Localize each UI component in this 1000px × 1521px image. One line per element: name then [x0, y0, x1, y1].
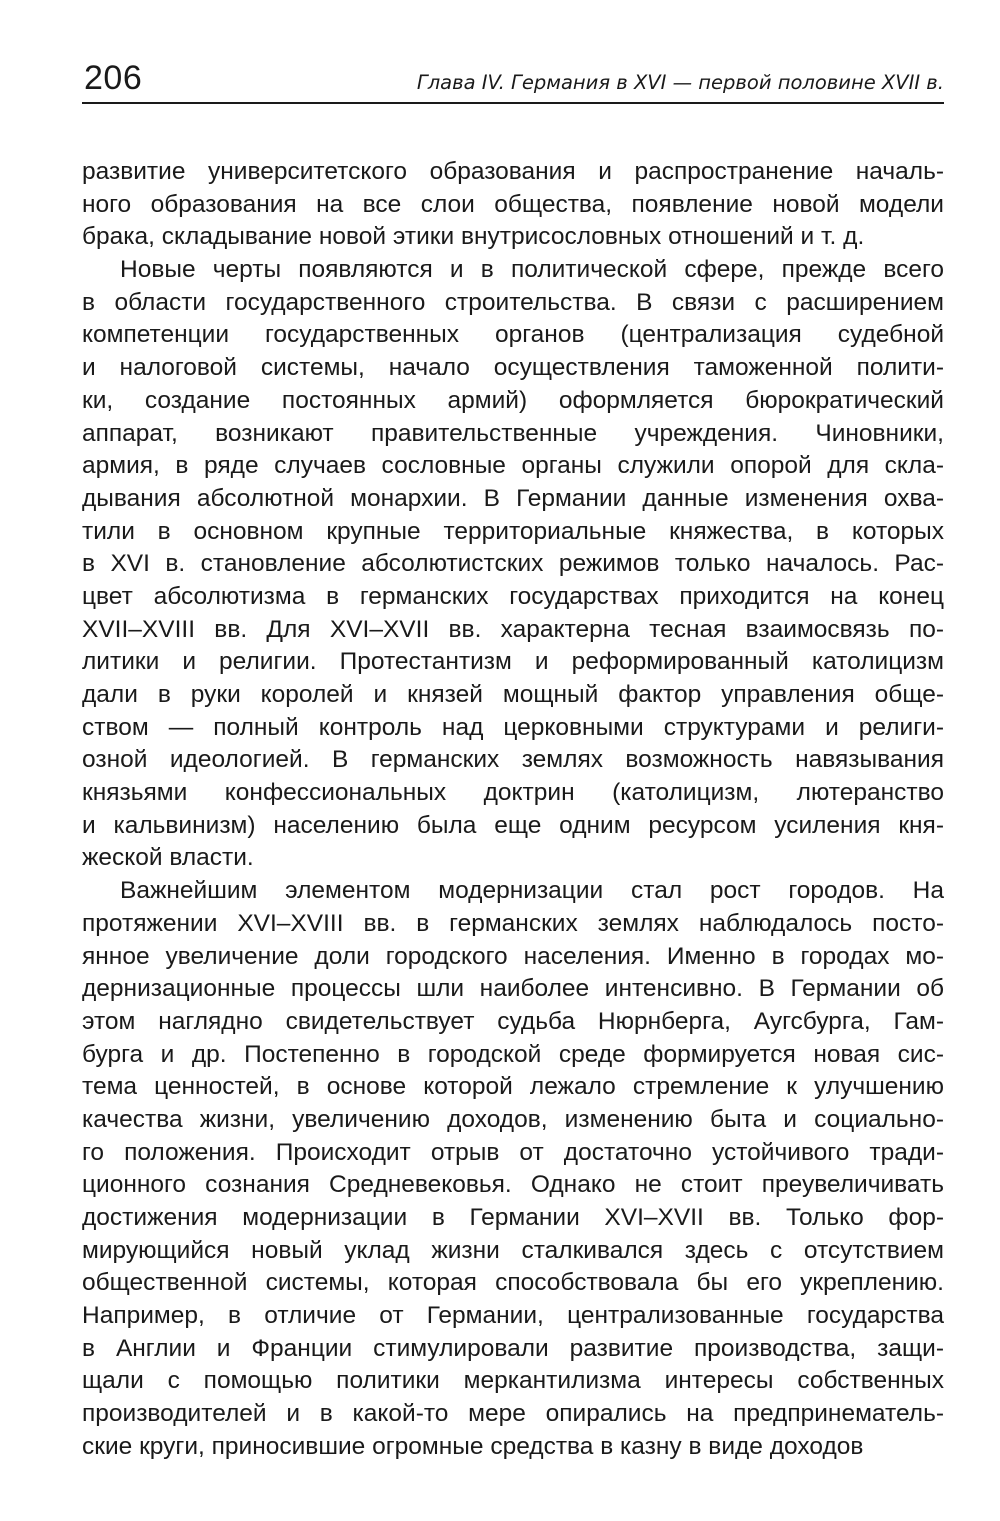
text-line: жеской власти.	[82, 844, 254, 872]
text-line: достижения модернизации в Германии XVI–XVII вв. Только фор-	[82, 1204, 944, 1231]
text-line: цвет абсолютизма в германских государствах приходится на конец	[82, 582, 944, 610]
text-line: литики и религии. Протестантизм и реформированный католицизм	[82, 648, 944, 676]
text-line: Например, в отличие от Германии, централизованные государства	[82, 1302, 944, 1330]
text-line: щали с помощью политики меркантилизма интересы собственных	[82, 1367, 944, 1395]
running-head: Глава IV. Германия в XVI — первой половине XVII в.	[416, 71, 944, 94]
text-line: ские круги, приносившие огромные средства в казну в виде доходов	[82, 1432, 864, 1460]
book-page	[82, 58, 944, 1464]
text-line: мирующийся новый уклад жизни сталкивался здесь с отсутствием	[82, 1236, 944, 1264]
text-line: ного образования на все слои общества, появление новой модели	[82, 190, 944, 218]
paragraph	[82, 156, 944, 254]
body-text	[82, 156, 944, 1464]
text-line: тема ценностей, в основе которой лежало стремление к улучшению	[82, 1073, 944, 1101]
text-line: ством — полный контроль над церковными структурами и религи-	[82, 713, 944, 741]
text-line: Важнейшим элементом модернизации стал рост городов. На	[120, 877, 944, 905]
text-line: и кальвинизм) населению была еще одним ресурсом усиления кня-	[82, 811, 944, 839]
text-line: дернизационные процессы шли наиболее интенсивно. В Германии об	[82, 975, 944, 1003]
paragraph	[82, 254, 944, 875]
text-line: аппарат, возникают правительственные учреждения. Чиновники,	[82, 419, 944, 447]
page-header	[82, 58, 944, 104]
text-line: бурга и др. Постепенно в городской среде формируется новая сис-	[82, 1040, 944, 1068]
text-line: Новые черты появляются и в политической сфере, прежде всего	[120, 256, 944, 284]
text-line: XVII–XVIII вв. Для XVI–XVII вв. характерна тесная взаимосвязь по-	[82, 615, 944, 643]
text-line: го положения. Происходит отрыв от достаточно устойчивого тради-	[82, 1138, 944, 1166]
text-line: общественной системы, которая способствовала бы его укреплению.	[82, 1269, 944, 1297]
text-line: князьями конфессиональных доктрин (католицизм, лютеранство	[82, 779, 944, 807]
text-line: компетенции государственных органов (централизация судебной	[82, 321, 944, 349]
text-line: протяжении XVI–XVIII вв. в германских землях наблюдалось посто-	[82, 909, 944, 937]
text-line: ционного сознания Средневековья. Однако не стоит преувеличивать	[82, 1171, 944, 1199]
page-number: 206	[84, 59, 143, 97]
text-line: этом наглядно свидетельствует судьба Нюрнберга, Аугсбурга, Гам-	[82, 1007, 944, 1035]
text-line: развитие университетского образования и распространение началь-	[82, 158, 944, 185]
text-line: в Англии и Франции стимулировали развитие производства, защи-	[82, 1334, 944, 1362]
text-line: янное увеличение доли городского населения. Именно в городах мо-	[82, 942, 944, 970]
text-line: дали в руки королей и князей мощный фактор управления обще-	[82, 681, 944, 708]
text-line: в области государственного строительства. В связи с расширением	[82, 288, 944, 316]
text-line: и налоговой системы, начало осуществления таможенной полити-	[82, 354, 944, 382]
text-line: ки, создание постоянных армий) оформляется бюрократический	[82, 386, 944, 414]
text-line: качества жизни, увеличению доходов, изменению быта и социально-	[82, 1105, 944, 1133]
text-line: в XVI в. становление абсолютистских режимов только началось. Рас-	[82, 550, 944, 578]
text-line: армия, в ряде случаев сословные органы служили опорой для скла-	[82, 452, 944, 480]
text-line: брака, складывание новой этики внутрисословных отношений и т. д.	[82, 223, 865, 251]
text-line: производителей и в какой-то мере опирались на предпринематель-	[82, 1400, 944, 1428]
text-line: дывания абсолютной монархии. В Германии данные изменения охва-	[82, 484, 944, 512]
text-line: тили в основном крупные территориальные княжества, в которых	[82, 517, 944, 545]
paragraph	[82, 875, 944, 1463]
text-line: озной идеологией. В германских землях возможность навязывания	[82, 746, 944, 774]
